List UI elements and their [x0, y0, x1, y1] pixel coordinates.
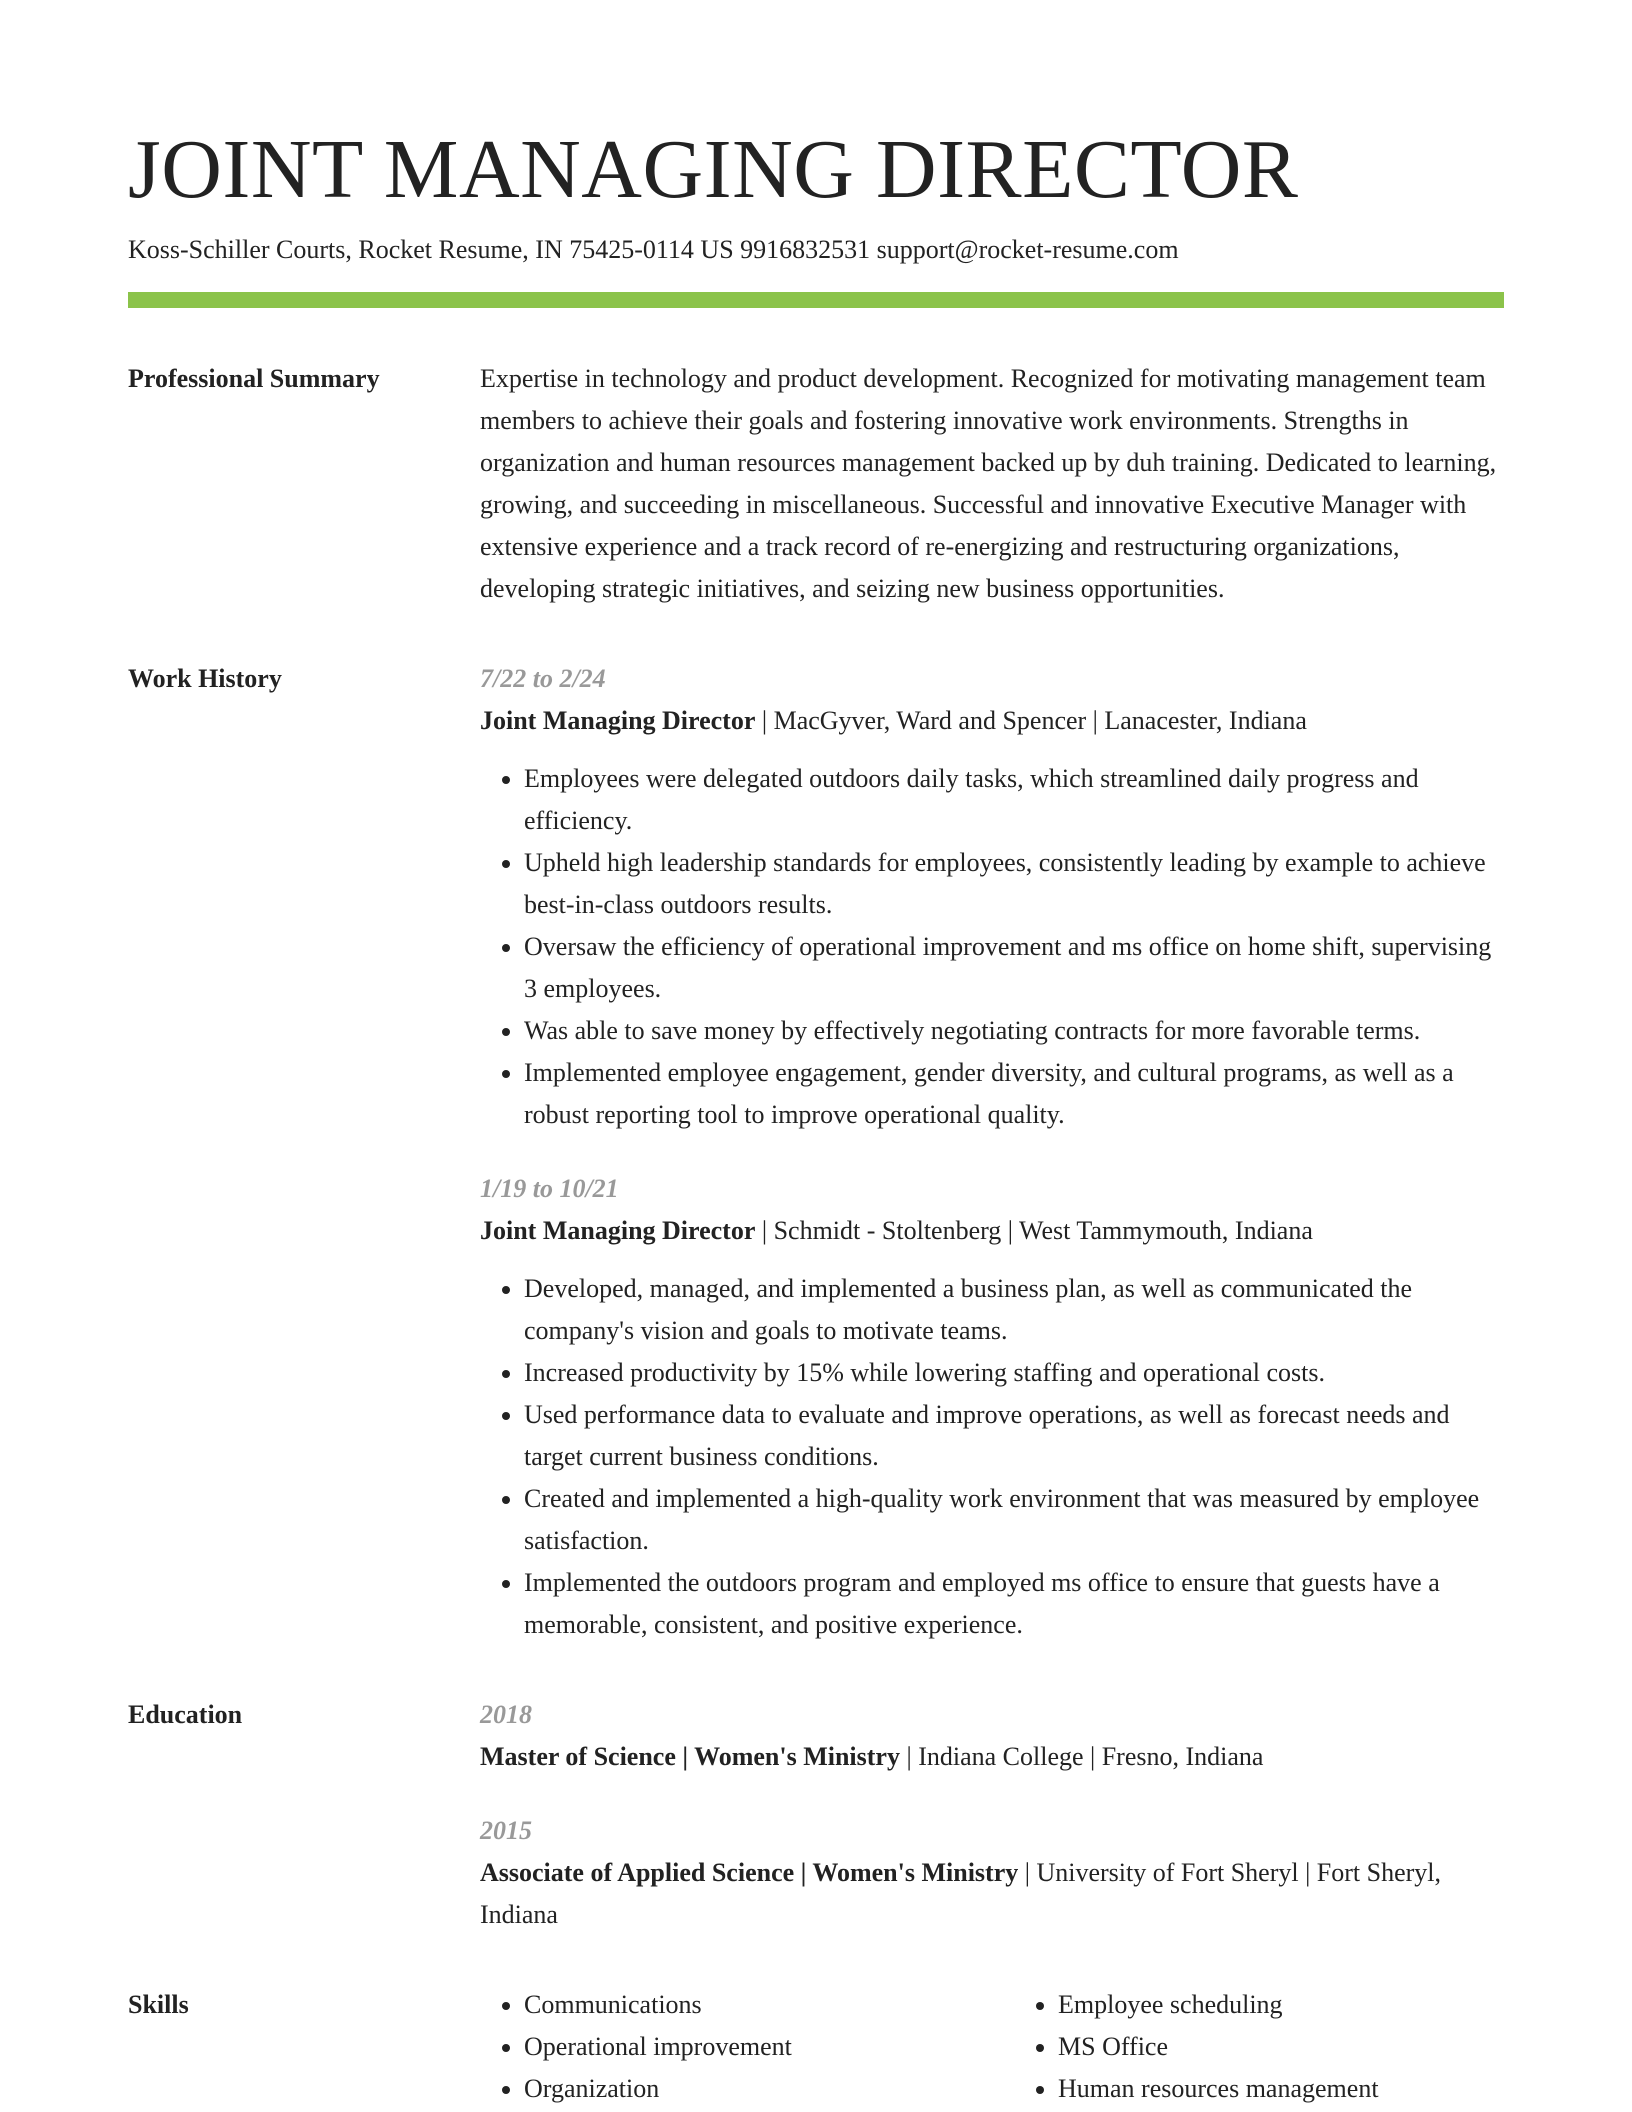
- contact-line: Koss-Schiller Courts, Rocket Resume, IN 75425-0114 US 9916832531 support@rocket-resume.com: [128, 235, 1179, 264]
- job-bullet: • Used performance data to evaluate and improve operations, as well as forecast needs and target current business conditions.: [524, 1394, 1504, 1478]
- job-bullet: • Developed, managed, and implemented a business plan, as well as communicated the company's vision and goals to motivate teams.: [524, 1268, 1504, 1352]
- job-bullet: • Implemented the outdoors program and employed ms office to ensure that guests have a memorable, consistent, and positive experience.: [524, 1562, 1504, 1646]
- job-bullets: [480, 1268, 1504, 1646]
- education-year: 2015: [480, 1816, 532, 1845]
- education-entry: [480, 1694, 1504, 1778]
- job-dates: 7/22 to 2/24: [480, 664, 606, 693]
- section-title-work-history: Work History: [128, 664, 282, 693]
- resume-page: [128, 120, 1504, 2110]
- education-line: [480, 1736, 1504, 1778]
- skill-item: • Operational improvement: [524, 2026, 970, 2068]
- job-entry: [480, 1168, 1504, 1646]
- section-title-skills: Skills: [128, 1990, 189, 2019]
- skill-item: • MS Office: [1058, 2026, 1504, 2068]
- job-entry: [480, 658, 1504, 1136]
- job-role: Joint Managing Director: [480, 1216, 756, 1245]
- job-bullet: • Was able to save money by effectively negotiating contracts for more favorable terms.: [524, 1010, 1504, 1052]
- skills-section: [128, 1984, 1504, 2110]
- education-entry: [480, 1810, 1504, 1936]
- skill-item: • Organization: [524, 2068, 970, 2110]
- skills-list-left: [480, 1984, 970, 2110]
- job-role-line: [480, 1210, 1504, 1252]
- education-section: [128, 1694, 1504, 1936]
- header-divider: [128, 292, 1504, 308]
- skill-item: • Communications: [524, 1984, 970, 2026]
- skill-item: • Human resources management: [1058, 2068, 1504, 2110]
- job-dates: 1/19 to 10/21: [480, 1174, 619, 1203]
- section-title-education: Education: [128, 1700, 243, 1729]
- skills-list-right: [1014, 1984, 1504, 2110]
- education-year: 2018: [480, 1700, 532, 1729]
- education-degree: Associate of Applied Science | Women's Ministry: [480, 1858, 1019, 1887]
- job-bullet: • Oversaw the efficiency of operational improvement and ms office on home shift, supervising 3 employees.: [524, 926, 1504, 1010]
- education-details: | Indiana College | Fresno, Indiana: [899, 1742, 1264, 1771]
- job-details: | Schmidt - Stoltenberg | West Tammymouth, Indiana: [755, 1216, 1313, 1245]
- summary-section: [128, 358, 1504, 610]
- job-bullet: • Implemented employee engagement, gender diversity, and cultural programs, as well as a robust reporting tool to improve operational quality.: [524, 1052, 1504, 1136]
- job-bullet: • Increased productivity by 15% while lowering staffing and operational costs.: [524, 1352, 1504, 1394]
- work-history-section: [128, 658, 1504, 1646]
- job-bullet: • Upheld high leadership standards for employees, consistently leading by example to achieve best-in-class outdoors results.: [524, 842, 1504, 926]
- job-role-line: [480, 700, 1504, 742]
- job-bullet: • Employees were delegated outdoors daily tasks, which streamlined daily progress and efficiency.: [524, 758, 1504, 842]
- summary-text: Expertise in technology and product development. Recognized for motivating management team members to achieve their goals and fostering innovative work environments. Strengths in organization and human resources management backed up by duh training. Dedicated to learning, growing, and succeeding in miscellaneous. Successful and innovative Executive Manager with extensive experience and a track record of re-energizing and restructuring organizations, developing strategic initiatives, and seizing new business opportunities.: [480, 364, 1497, 603]
- resume-title: JOINT MANAGING DIRECTOR: [128, 123, 1299, 216]
- job-details: | MacGyver, Ward and Spencer | Lanacester, Indiana: [755, 706, 1307, 735]
- skill-item: • Employee scheduling: [1058, 1984, 1504, 2026]
- job-bullets: [480, 758, 1504, 1136]
- section-title-summary: Professional Summary: [128, 364, 380, 393]
- job-role: Joint Managing Director: [480, 706, 756, 735]
- education-details: | University of Fort Sheryl | Fort Sheryl, Indiana: [480, 1858, 1442, 1929]
- education-degree: Master of Science | Women's Ministry: [480, 1742, 900, 1771]
- job-bullet: • Created and implemented a high-quality work environment that was measured by employee satisfaction.: [524, 1478, 1504, 1562]
- education-line: [480, 1852, 1504, 1936]
